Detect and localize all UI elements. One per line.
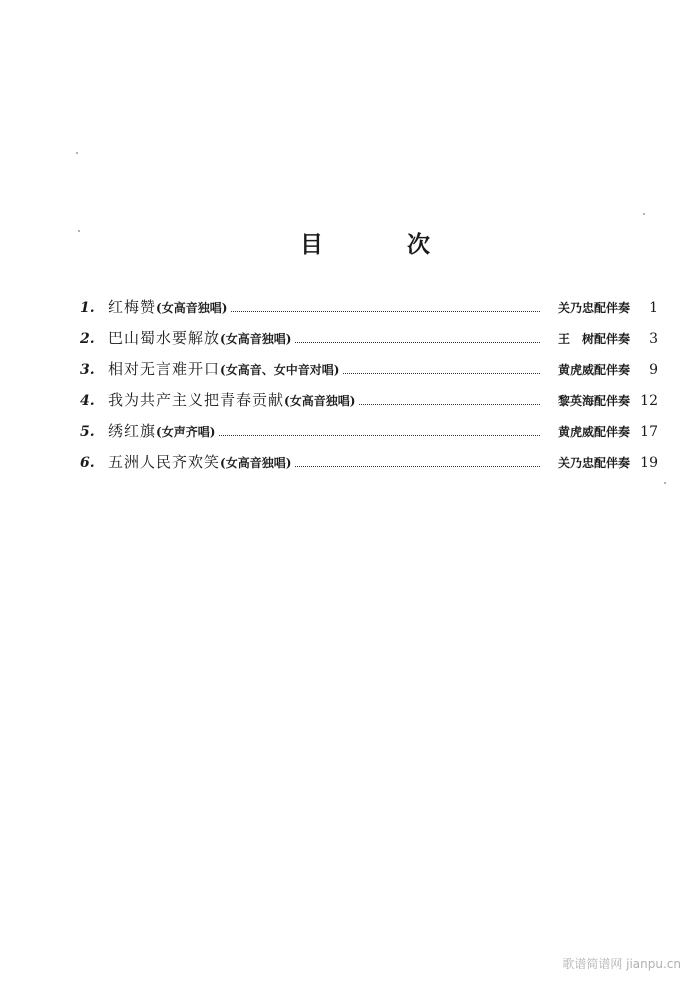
toc-dot-leader — [219, 435, 540, 436]
toc-entry[interactable] — [80, 358, 658, 389]
table-of-contents — [80, 296, 658, 482]
scan-speck — [664, 482, 666, 484]
toc-dot-leader — [231, 311, 540, 312]
scan-speck — [643, 213, 645, 215]
toc-entry-title: 我为共产主义把青春贡献 — [108, 391, 285, 409]
toc-entry[interactable] — [80, 327, 658, 358]
page-title — [300, 226, 430, 260]
toc-dot-leader — [295, 342, 540, 343]
toc-entry-number: 6. — [80, 455, 95, 471]
toc-entry-arranger: 黄虎威配伴奏 — [557, 363, 630, 377]
page-title-right-char: 次 — [407, 232, 430, 258]
toc-entry-arranger: 关乃忠配伴奏 — [557, 456, 630, 470]
toc-entry-title: 绣红旗 — [108, 422, 157, 440]
toc-entry-title: 巴山蜀水要解放 — [108, 329, 221, 347]
toc-entry-voice: (女高音独唱) — [220, 332, 292, 346]
toc-entry-title: 相对无言难开口 — [108, 360, 221, 378]
toc-entry-title: 五洲人民齐欢笑 — [108, 453, 221, 471]
toc-entry-voice: (女声齐唱) — [156, 425, 216, 439]
toc-entry-page: 3 — [649, 331, 658, 347]
toc-entry-title: 红梅赞 — [108, 298, 157, 316]
toc-entry-arranger: 黎英海配伴奏 — [557, 394, 630, 408]
toc-entry-page: 1 — [649, 300, 658, 316]
toc-dot-leader — [359, 404, 540, 405]
toc-entry-number: 3. — [80, 362, 95, 378]
page-title-left-char: 目 — [300, 232, 323, 258]
toc-entry-voice: (女高音独唱) — [220, 456, 292, 470]
toc-entry-page: 17 — [640, 424, 658, 440]
toc-entry-voice: (女高音独唱) — [156, 301, 228, 315]
toc-entry-arranger: 王 树配伴奏 — [557, 332, 630, 346]
toc-dot-leader — [343, 373, 540, 374]
toc-entry-number: 2. — [80, 331, 95, 347]
site-watermark: 歌谱简谱网 jianpu.cn — [562, 957, 681, 971]
toc-entry[interactable] — [80, 420, 658, 451]
toc-entry-page: 12 — [640, 393, 658, 409]
toc-entry[interactable] — [80, 451, 658, 482]
scan-speck — [76, 152, 78, 154]
toc-entry-arranger: 关乃忠配伴奏 — [557, 301, 630, 315]
toc-entry-page: 9 — [649, 362, 658, 378]
toc-entry[interactable] — [80, 389, 658, 420]
toc-entry[interactable] — [80, 296, 658, 327]
toc-entry-page: 19 — [640, 455, 658, 471]
toc-entry-voice: (女高音独唱) — [284, 394, 356, 408]
toc-dot-leader — [295, 466, 540, 467]
scan-speck — [78, 230, 80, 232]
toc-entry-voice: (女高音、女中音对唱) — [220, 363, 340, 377]
toc-entry-arranger: 黄虎威配伴奏 — [557, 425, 630, 439]
toc-entry-number: 1. — [80, 300, 95, 316]
toc-entry-number: 5. — [80, 424, 95, 440]
toc-entry-number: 4. — [80, 393, 95, 409]
